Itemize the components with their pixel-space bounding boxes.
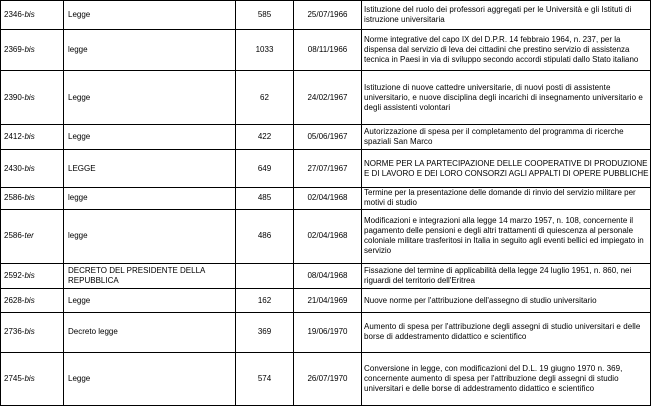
record-suffix: bis [24,373,35,383]
record-number-cell: 2745-bis [1,352,64,405]
record-suffix: bis [24,45,35,55]
act-number-cell: 585 [236,1,294,30]
act-type-cell: Legge [64,289,236,313]
act-date-cell: 24/02/1967 [294,70,362,124]
act-title-cell: Autorizzazione di spesa per il completamento del programma di ricerche spaziali San Marco [362,125,651,150]
record-number: 2346 [4,10,22,20]
act-type-cell: Legge [64,125,236,150]
record-number: 2369 [4,45,22,55]
table-row [1,150,651,188]
record-suffix: bis [24,270,35,280]
record-number: 2412 [4,132,22,142]
act-title-cell: Norme integrative del capo IX del D.P.R. 14 febbraio 1964, n. 237, per la dispensa dal servizio di leva dei cittadini che prestino servizio di assistenza tecnica in Paesi in via di sviluppo secondo accordi stipulati dallo Stato italiano [362,30,651,71]
act-type-cell: Legge [64,70,236,124]
record-suffix: bis [24,92,35,102]
act-number-cell: 485 [236,187,294,209]
laws-table-body [1,1,651,406]
act-date-cell: 26/07/1970 [294,352,362,405]
act-number-cell: 62 [236,70,294,124]
record-suffix: bis [24,163,35,173]
table-row [1,1,651,30]
act-title-cell: Istituzione di nuove cattedre universitarie, di nuovi posti di assistente universitario, e nuove disciplina degli incarichi di insegnamento universitario e degli assistenti volontari [362,70,651,124]
act-date-cell: 08/04/1968 [294,263,362,288]
act-number-cell: 574 [236,352,294,405]
table-row [1,70,651,124]
record-number-cell: 2369-bis [1,30,64,71]
act-number-cell: 369 [236,313,294,353]
record-suffix: bis [24,10,35,20]
table-row [1,263,651,288]
record-number: 2745 [4,373,22,383]
record-number: 2430 [4,163,22,173]
act-type-cell: LEGGE [64,150,236,188]
act-date-cell: 02/04/1968 [294,209,362,263]
act-title-cell: Fissazione del termine di applicabilità della legge 24 luglio 1951, n. 860, nei riguardi del territorio dell'Eritrea [362,263,651,288]
act-type-cell: Decreto legge [64,313,236,353]
act-date-cell: 08/11/1966 [294,30,362,71]
act-title-cell: Aumento di spesa per l'attribuzione degli assegni di studio universitari e delle borse di addestramento didattico e scientifico [362,313,651,353]
record-number-cell: 2628-bis [1,289,64,313]
record-number-cell: 2592-bis [1,263,64,288]
act-number-cell: 649 [236,150,294,188]
act-title-cell: Termine per la presentazione delle domande di rinvio del servizio militare per motivi di studio [362,187,651,209]
record-number-cell: 2346-bis [1,1,64,30]
record-suffix: bis [24,295,35,305]
act-title-cell: Conversione in legge, con modificazioni del D.L. 19 giugno 1970 n. 369, concernente aumento di spesa per l'attribuzione degli assegni di studio universitari e delle borse di addestramento didattico e scientifico [362,352,651,405]
act-date-cell: 25/07/1966 [294,1,362,30]
record-suffix: ter [24,231,34,241]
record-number-cell: 2736-bis [1,313,64,353]
record-suffix: bis [24,327,35,337]
act-number-cell: 1033 [236,30,294,71]
act-title-cell: Istituzione del ruolo dei professori aggregati per le Università e gli Istituti di istruzione universitaria [362,1,651,30]
record-suffix: bis [24,132,35,142]
record-number: 2736 [4,327,22,337]
record-number: 2592 [4,270,22,280]
table-row [1,313,651,353]
act-title-cell: Modificazioni e integrazioni alla legge 14 marzo 1957, n. 108, concernente il pagamento delle pensioni e degli altri trattamenti di quiescenza al personale coloniale militare trasferitosi in Italia in seguito agli eventi bellici ed impiegato in servizio [362,209,651,263]
record-number-cell: 2586-ter [1,209,64,263]
table-row [1,187,651,209]
record-number: 2390 [4,92,22,102]
record-number: 2628 [4,295,22,305]
table-row [1,209,651,263]
act-date-cell: 19/06/1970 [294,313,362,353]
act-type-cell: DECRETO DEL PRESIDENTE DELLA REPUBBLICA [64,263,236,288]
table-row [1,289,651,313]
act-date-cell: 21/04/1969 [294,289,362,313]
act-number-cell: 486 [236,209,294,263]
record-number: 2586 [4,193,22,203]
act-date-cell: 02/04/1968 [294,187,362,209]
record-number-cell: 2390-bis [1,70,64,124]
record-number-cell: 2412-bis [1,125,64,150]
act-type-cell: legge [64,187,236,209]
act-type-cell: legge [64,30,236,71]
act-type-cell: legge [64,209,236,263]
act-type-cell: Legge [64,352,236,405]
record-number-cell: 2586-bis [1,187,64,209]
act-number-cell: 162 [236,289,294,313]
act-type-cell: Legge [64,1,236,30]
act-date-cell: 05/06/1967 [294,125,362,150]
act-number-cell [236,263,294,288]
record-number-cell: 2430-bis [1,150,64,188]
table-row [1,125,651,150]
table-row [1,30,651,71]
record-suffix: bis [24,193,35,203]
table-row [1,352,651,405]
act-title-cell: NORME PER LA PARTECIPAZIONE DELLE COOPERATIVE DI PRODUZIONE E DI LAVORO E DEI LORO CONSORZI AGLI APPALTI DI OPERE PUBBLICHE [362,150,651,188]
record-number: 2586 [4,231,22,241]
act-number-cell: 422 [236,125,294,150]
act-title-cell: Nuove norme per l'attribuzione dell'assegno di studio universitario [362,289,651,313]
act-date-cell: 27/07/1967 [294,150,362,188]
